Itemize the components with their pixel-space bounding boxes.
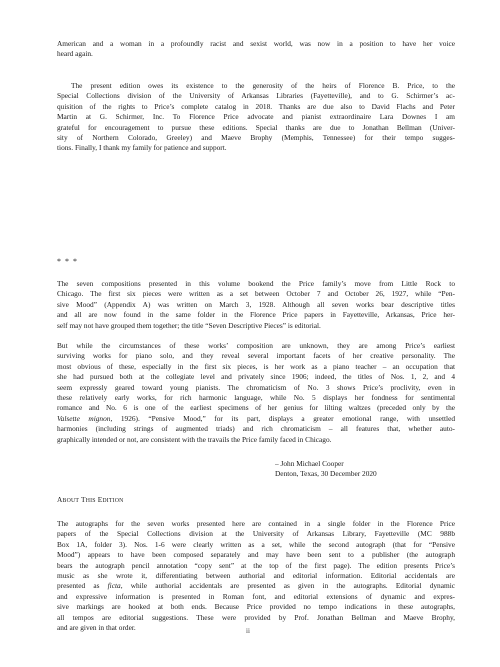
text-line: But while the circumstances of these works’ composition are unknown, they are among Price’s earliest bbox=[57, 341, 455, 350]
acknowledgments-paragraph bbox=[57, 81, 455, 154]
text-line: tions. Finally, I thank my family for patience and support. bbox=[57, 143, 227, 153]
text-line: graphically intended or not, are consistent with the travails the Price family faced in Chicago. bbox=[57, 434, 332, 444]
edition-paragraph bbox=[57, 519, 455, 633]
text-line: presented as ficta, while authorial accidentals are presented as given in the autographs. Editorial dynamic bbox=[57, 581, 455, 591]
text-line: music as she wrote it, differentiating between authorial and editorial information. Editorial accidentals are bbox=[57, 571, 455, 581]
italic-title: Valsette mignon bbox=[57, 413, 111, 423]
text-line: surviving works for piano solo, and they reveal several important facets of her creative personality. The bbox=[57, 351, 455, 361]
text-line: quisition of the rights to Price’s complete catalog in 2018. Thanks are due also to David Flachs and Peter bbox=[57, 101, 455, 111]
signature-name: – John Michael Cooper bbox=[275, 459, 344, 468]
text-line: Chicago. The first six pieces were written as a set between October 7 and October 26, 1927, while “Pen- bbox=[57, 289, 455, 299]
text-line: The present edition owes its existence to the generosity of the heirs of Florence B. Price, to the bbox=[71, 81, 455, 90]
text-line: and all are now found in the same folder in the Florence Price papers in Fayetteville, Arkansas, Price her- bbox=[57, 310, 455, 320]
page-number: ii bbox=[246, 627, 250, 635]
text-line: seem expressly geared toward young pianists. The chromaticism of No. 3 shows Price’s proclivity, even in bbox=[57, 382, 455, 392]
text-line: Special Collections division of the University of Arkansas Libraries (Fayetteville), and to G. Schirmer’s ac- bbox=[57, 91, 455, 101]
text-line: Martin at G. Schirmer, Inc. To Florence Price advocate and pianist extraordinaire Lara Downes I am bbox=[57, 112, 455, 122]
text-line: self may not have grouped them together; the title “Seven Descriptive Pieces” is editorial. bbox=[57, 320, 321, 330]
italic-title: ficta bbox=[107, 581, 121, 591]
text-line: these relatively early works, for rich harmonic language, while No. 5 displays her fondness for sentimental bbox=[57, 393, 455, 403]
text-line: Valsette mignon, 1926). “Pensive Mood,” for its part, displays a greater emotional range, with unsettled bbox=[57, 413, 455, 423]
circumstances-paragraph bbox=[57, 341, 455, 445]
section-separator: * * * bbox=[57, 257, 78, 266]
signature-block bbox=[275, 459, 455, 480]
text-line: American and a woman in a profoundly racist and sexist world, was now in a position to have her voice bbox=[57, 39, 455, 48]
text-line: sity of Northern Colorado, Greeley) and Maeve Brophy (Memphis, Tennessee) for their tempo sugges- bbox=[57, 133, 455, 143]
text-line: bears the autograph pencil annotation “copy sent” at the top of the first page). The edition presents Price’s bbox=[57, 560, 455, 570]
text-line: papers of the Special Collections division at the University of Arkansas Library, Fayetteville (MC 988b bbox=[57, 529, 455, 539]
text-line: sive markings are hooked at both ends. Because Price provided no tempo indications in these autographs, bbox=[57, 602, 455, 612]
compositions-paragraph bbox=[57, 279, 455, 331]
text-line: heard again. bbox=[57, 49, 93, 59]
text-line: Mood”) appears to have been composed separately and may have been sent to a publisher (the autograph bbox=[57, 550, 455, 560]
text-line: most obvious of these, especially in the first six pieces, is her work as a piano teacher – an occupation that bbox=[57, 361, 455, 371]
section-heading bbox=[57, 495, 124, 506]
text-line: The autographs for the seven works presented here are contained in a single folder in the Florence Price bbox=[57, 519, 455, 528]
intro-paragraph bbox=[57, 39, 455, 60]
signature-place-date: Denton, Texas, 30 December 2020 bbox=[275, 469, 377, 479]
text-line: and are given in that order. bbox=[57, 623, 136, 633]
text-line: she had pursued both at the collegiate level and privately since 1906; indeed, the titles of Nos. 1, 2, and 4 bbox=[57, 372, 455, 382]
text-line: and expressive information is presented in Roman font, and editorial extensions of dynamic and expres- bbox=[57, 591, 455, 601]
text-line: romance and No. 6 is one of the earliest specimens of her genius for lilting waltzes (preceded only by the bbox=[57, 403, 455, 413]
text-line: grateful for encouragement to pursue these editions. Special thanks are due to Jonathan Bellman (Univer- bbox=[57, 122, 455, 132]
text-line: harmonies (including strings of augmented triads) and rich chromaticism – all features that, whether auto- bbox=[57, 424, 455, 434]
text-line: Box 1A, folder 3). Nos. 1-6 were clearly written as a set, while the second autograph (that for “Pensive bbox=[57, 539, 455, 549]
text-line: The seven compositions presented in this volume bookend the Price family’s move from Little Rock to bbox=[57, 279, 455, 288]
section-heading-text: ABOUT THIS EDITION bbox=[57, 495, 124, 504]
text-line: all tempos are editorial suggestions. These were provided by Prof. Jonathan Bellman and Maeve Brophy, bbox=[57, 612, 455, 622]
text-line: sive Mood” (Appendix A) was written on March 3, 1928. Although all seven works bear descriptive titles bbox=[57, 299, 455, 309]
